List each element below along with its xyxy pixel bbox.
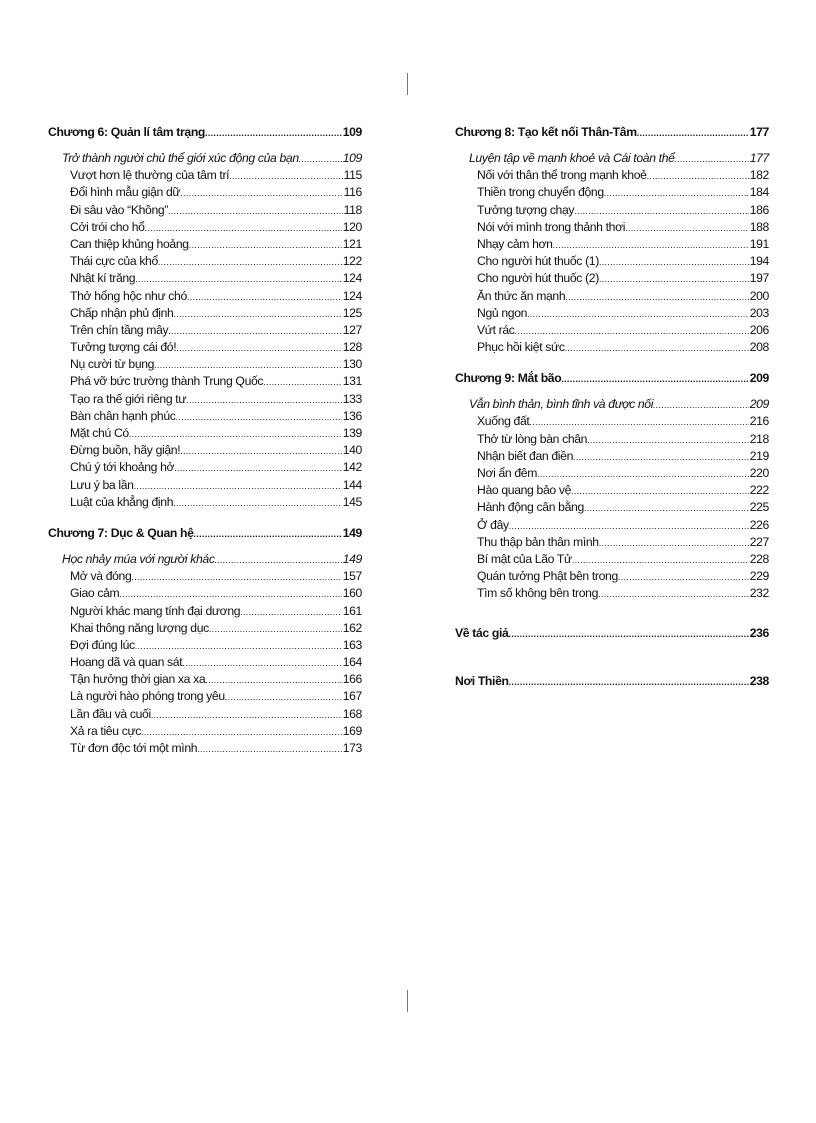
section-spacer (455, 603, 769, 625)
toc-entry-phuc-hoi-kiet-suc[interactable] (455, 339, 769, 356)
toc-entry-doi-dung-luc[interactable] (48, 637, 362, 654)
toc-page-number: 236 (749, 625, 769, 640)
dot-leader (515, 323, 749, 340)
dot-leader (299, 151, 342, 168)
toc-page-number: 188 (749, 219, 769, 234)
toc-page-number: 206 (749, 322, 769, 337)
toc-title: Nhạy cảm hơn (477, 236, 553, 251)
dot-leader (599, 254, 749, 271)
toc-page-number: 166 (342, 672, 362, 687)
dot-leader (158, 254, 342, 271)
dot-leader (180, 185, 342, 202)
toc-title: Can thiệp khủng hoảng (70, 236, 189, 251)
toc-entry-noi-voi-than-the-trong-manh-khoe[interactable] (455, 167, 769, 184)
toc-page-number: 164 (342, 655, 362, 670)
toc-entry-tuong-tuong-chay[interactable] (455, 202, 769, 219)
toc-title: Tận hưởng thời gian xa xa (70, 672, 206, 687)
toc-page-number: 109 (342, 125, 362, 139)
toc-title: Trở thành người chủ thể giới xúc động của bạn (62, 151, 299, 165)
toc-title: Đừng buồn, hãy giận! (70, 443, 181, 458)
dot-leader (537, 466, 749, 483)
toc-entry-nguoi-khac-mang-tinh-dai-duong[interactable] (48, 603, 362, 620)
toc-chapter-chuong-8-tao-ket-noi-than-tam[interactable] (455, 124, 769, 141)
toc-page-number: 194 (749, 254, 769, 269)
toc-column-right (455, 124, 769, 699)
toc-title: Thái cực của khổ (70, 254, 158, 269)
toc-title: Ăn thức ăn mạnh (477, 288, 566, 303)
toc-title: Đợi đúng lúc (70, 637, 135, 652)
dot-leader (173, 495, 342, 512)
toc-title: Vứt rác (477, 322, 515, 337)
toc-entry-luu-y-ba-lan[interactable] (48, 477, 362, 494)
toc-title: Tưởng tượng cái đó! (70, 340, 177, 355)
toc-entry-nhay-cam-hon[interactable] (455, 236, 769, 253)
toc-entry-dung-buon-hay-gian[interactable] (48, 442, 362, 459)
toc-page-number: 163 (342, 637, 362, 652)
dot-leader (573, 449, 749, 466)
toc-title: Xả ra tiêu cực (70, 723, 141, 738)
toc-entry-ban-chan-hanh-phuc[interactable] (48, 408, 362, 425)
toc-title: Bàn chân hạnh phúc (70, 408, 176, 423)
toc-title: Xuống đất (477, 414, 530, 429)
toc-page-number: 130 (342, 357, 362, 372)
toc-title: Mặt chú Có (70, 426, 129, 440)
dot-leader (572, 552, 749, 569)
toc-page-number: 124 (342, 288, 362, 303)
dot-leader (653, 397, 749, 414)
toc-column-left (48, 124, 362, 757)
toc-page-number: 144 (342, 477, 362, 492)
dot-leader (187, 289, 342, 306)
dot-leader (599, 271, 749, 288)
toc-page-number: 109 (342, 151, 362, 165)
toc-entry-noi-voi-minh-trong-thanh-thoi[interactable] (455, 219, 769, 236)
toc-page-number: 131 (342, 374, 362, 389)
toc-entry-cho-nguoi-hut-thuoc-1[interactable] (455, 253, 769, 270)
toc-entry-an-thuc-an-manh[interactable] (455, 288, 769, 305)
dot-leader (571, 483, 749, 500)
toc-title: Là người hào phóng trong yêu (70, 689, 225, 704)
toc-entry-pha-vo-buc-truong-thanh-trung-quoc[interactable] (48, 373, 362, 390)
dot-leader (565, 289, 748, 306)
toc-title: Nơi ẩn đêm (477, 466, 538, 480)
dot-leader (225, 689, 342, 706)
toc-page-number: 226 (749, 517, 769, 532)
toc-entry-o-day[interactable] (455, 517, 769, 534)
toc-title: Về tác giả (455, 625, 509, 640)
toc-page-number: 186 (749, 202, 769, 217)
toc-entry-lan-dau-va-cuoi[interactable] (48, 706, 362, 723)
toc-page-number: 140 (342, 443, 362, 458)
dot-leader (240, 604, 342, 621)
toc-page-number: 225 (749, 500, 769, 515)
toc-title: Thiền trong chuyển động (477, 185, 604, 200)
toc-page-number: 177 (749, 151, 769, 165)
toc-title: Học nhảy múa với người khác (62, 551, 215, 566)
toc-entry-tho-hong-hoc-nhu-cho[interactable] (48, 288, 362, 305)
dot-leader (229, 168, 342, 185)
toc-page-number: 161 (342, 603, 362, 618)
dot-leader (135, 638, 342, 655)
toc-page-number: 228 (749, 551, 769, 566)
toc-title: Chú ý tới khoảng hở (70, 460, 175, 475)
toc-title: Tạo ra thế giới riêng tư (70, 391, 187, 406)
section-spacer (455, 356, 769, 370)
toc-title: Nối với thân thể trong mạnh khoẻ (477, 168, 647, 183)
dot-leader (189, 237, 342, 254)
toc-entry-hoang-da-va-quan-sat[interactable] (48, 654, 362, 671)
toc-title: Phục hồi kiệt sức (477, 340, 565, 355)
toc-entry-tan-huong-thoi-gian-xa-xa[interactable] (48, 671, 362, 688)
toc-title: Hào quang bảo vệ (477, 483, 572, 498)
toc-page-number: 168 (342, 706, 362, 721)
toc-page-number: 238 (749, 673, 769, 688)
dot-leader (182, 655, 341, 672)
toc-page-number: 219 (749, 448, 769, 463)
toc-sub-luyen-tap-ve-manh-khoe-va-cai-toan-the[interactable] (455, 150, 769, 167)
toc-page-number: 122 (342, 254, 362, 269)
toc-title: Giao cảm (70, 586, 120, 601)
toc-chapter-noi-thien[interactable] (455, 673, 769, 690)
toc-title: Chương 6: Quản lí tâm trạng (48, 125, 206, 139)
toc-title: Cho người hút thuốc (2) (477, 271, 599, 286)
dot-leader (168, 203, 343, 220)
toc-chapter-chuong-7-duc-quan-he[interactable] (48, 525, 362, 542)
toc-chapter-chuong-6-quan-li-tam-trang[interactable] (48, 124, 362, 141)
page-crop-mark-bottom (407, 990, 408, 1012)
toc-page-number: 145 (342, 494, 362, 509)
toc-entry-cho-nguoi-hut-thuoc-2[interactable] (455, 270, 769, 287)
toc-entry-thu-thap-ban-than-minh[interactable] (455, 534, 769, 551)
toc-page-number: 142 (342, 460, 362, 475)
dot-leader (205, 125, 342, 142)
dot-leader (604, 185, 749, 202)
toc-title: Trên chín tầng mây (70, 322, 169, 337)
dot-leader (135, 271, 341, 288)
dot-leader (180, 443, 341, 460)
dot-leader (176, 409, 342, 426)
toc-entry-la-nguoi-hao-phong-trong-yeu[interactable] (48, 688, 362, 705)
dot-leader (129, 426, 342, 443)
toc-title: Thở từ lòng bàn chân (477, 431, 588, 446)
toc-page-number: 116 (343, 185, 362, 200)
toc-entry-nhan-biet-dan-dien[interactable] (455, 448, 769, 465)
toc-sub-hoc-nhay-mua-voi-nguoi-khac[interactable] (48, 551, 362, 568)
toc-title: Vượt hơn lệ thường của tâm trí (70, 168, 230, 183)
toc-title: Lần đầu và cuối (70, 706, 151, 721)
toc-page-number: 115 (343, 168, 362, 183)
toc-page-number: 177 (749, 125, 769, 139)
toc-page-number: 220 (749, 466, 769, 480)
toc-page-number: 149 (342, 551, 362, 566)
dot-leader (197, 741, 342, 758)
toc-page-number: 208 (749, 340, 769, 355)
toc-entry-tren-chin-tang-may[interactable] (48, 322, 362, 339)
toc-entry-coi-troi-cho-ho[interactable] (48, 219, 362, 236)
dot-leader (529, 414, 748, 431)
page-crop-mark-top (407, 73, 408, 95)
dot-leader (508, 626, 748, 643)
toc-title: Hành động cân bằng (477, 500, 584, 515)
toc-page-number: 197 (749, 271, 769, 286)
toc-entry-di-sau-vao-khong[interactable] (48, 202, 362, 219)
toc-title: Từ đơn độc tới một mình (70, 741, 198, 755)
toc-title: Chương 9: Mắt bão (455, 371, 562, 386)
toc-page-number: 203 (749, 305, 769, 320)
dot-leader (205, 672, 341, 689)
dot-leader (527, 306, 749, 323)
toc-page-number: 160 (342, 586, 362, 601)
toc-entry-tim-so-khong-ben-trong[interactable] (455, 585, 769, 602)
toc-page-number: 139 (342, 426, 362, 440)
toc-entry-vuot-hon-le-thuong-cua-tam-tri[interactable] (48, 167, 362, 184)
toc-title: Luật của khẳng định (70, 494, 174, 509)
dot-leader (647, 168, 749, 185)
dot-leader (509, 674, 749, 691)
dot-leader (119, 586, 341, 603)
toc-page-number: 167 (342, 689, 362, 704)
dot-leader (141, 724, 342, 741)
toc-page-number: 209 (749, 371, 769, 386)
toc-page-number: 200 (749, 288, 769, 303)
toc-entry-tu-don-doc-toi-mot-minh[interactable] (48, 740, 362, 757)
toc-entry-mo-va-dong[interactable] (48, 568, 362, 585)
toc-entry-xuong-dat[interactable] (455, 413, 769, 430)
toc-sub-van-binh-than-binh-tinh-va-duoc-noi[interactable] (455, 396, 769, 413)
toc-title: Ở đây (477, 517, 509, 532)
dot-leader (176, 340, 341, 357)
toc-entry-xa-ra-tieu-cuc[interactable] (48, 723, 362, 740)
toc-entry-doi-hinh-mau-gian-du[interactable] (48, 184, 362, 201)
toc-title: Hoang dã và quan sát (70, 655, 183, 670)
toc-title: Phá vỡ bức trường thành Trung Quốc (70, 374, 264, 389)
dot-leader (145, 220, 342, 237)
toc-title: Người khác mang tính đại dương (70, 603, 241, 618)
toc-entry-thien-trong-chuyen-dong[interactable] (455, 184, 769, 201)
toc-page-number: 118 (343, 202, 362, 217)
dot-leader (618, 569, 749, 586)
toc-title: Thở hổng hộc như chó (70, 288, 187, 303)
toc-entry-nu-cuoi-tu-bung[interactable] (48, 356, 362, 373)
toc-title: Nụ cười từ bụng (70, 357, 155, 372)
toc-entry-thai-cuc-cua-kho[interactable] (48, 253, 362, 270)
dot-leader (675, 151, 749, 168)
toc-chapter-chuong-9-mat-bao[interactable] (455, 370, 769, 387)
toc-page-number: 121 (342, 236, 362, 251)
toc-entry-hanh-dong-can-bang[interactable] (455, 499, 769, 516)
toc-page-number: 182 (749, 168, 769, 183)
dot-leader (574, 203, 749, 220)
toc-page-number: 124 (342, 271, 362, 286)
dot-leader (174, 460, 342, 477)
toc-page-number: 169 (342, 723, 362, 738)
toc-page-number: 184 (749, 185, 769, 200)
dot-leader (134, 478, 342, 495)
toc-page-number: 125 (342, 305, 362, 320)
toc-title: Nhận biết đan điền (477, 448, 574, 463)
dot-leader (154, 357, 342, 374)
toc-entry-can-thiep-khung-hoang[interactable] (48, 236, 362, 253)
dot-leader (587, 432, 749, 449)
toc-title: Cởi trói cho hổ (70, 219, 145, 234)
toc-sub-tro-thanh-nguoi-chu-the-gioi-xuc-dong-cua-ban[interactable] (48, 150, 362, 167)
toc-chapter-ve-tac-gia[interactable] (455, 625, 769, 642)
toc-title: Nói với mình trong thảnh thơi (477, 219, 626, 234)
toc-title: Lưu ý ba lần (70, 477, 134, 492)
toc-entry-giao-cam[interactable] (48, 585, 362, 602)
toc-entry-vut-rac[interactable] (455, 322, 769, 339)
toc-page-number: 232 (749, 586, 769, 601)
dot-leader (553, 237, 749, 254)
toc-page-number: 133 (342, 391, 362, 406)
dot-leader (209, 621, 342, 638)
dot-leader (173, 306, 341, 323)
dot-leader (186, 392, 342, 409)
dot-leader (151, 707, 342, 724)
toc-entry-tuong-tuong-cai-do[interactable] (48, 339, 362, 356)
toc-page-number: 128 (342, 340, 362, 355)
toc-entry-tao-ra-the-gioi-rieng-tu[interactable] (48, 391, 362, 408)
toc-page-number: 157 (342, 569, 362, 584)
toc-entry-bi-mat-cua-lao-tu[interactable] (455, 551, 769, 568)
toc-title: Ngủ ngon (477, 305, 528, 320)
toc-title: Vẫn bình thản, bình tĩnh và được nối (469, 397, 654, 412)
toc-title: Chấp nhận phủ định (70, 305, 174, 320)
toc-title: Nhật kí trăng (70, 271, 136, 286)
toc-entry-mat-chu-co[interactable] (48, 425, 362, 442)
dot-leader (168, 323, 341, 340)
dot-leader (599, 535, 749, 552)
toc-title: Thu thập bản thân mình (477, 534, 599, 549)
toc-entry-chap-nhan-phu-dinh[interactable] (48, 305, 362, 322)
dot-leader (584, 500, 749, 517)
toc-title: Nơi Thiền (455, 673, 509, 688)
toc-title: Khai thông năng lượng dục (70, 620, 209, 635)
dot-leader (263, 374, 342, 391)
toc-entry-luat-cua-khang-dinh[interactable] (48, 494, 362, 511)
toc-page-number: 120 (342, 219, 362, 234)
toc-title: Luyện tập về mạnh khoẻ và Cái toàn thể (469, 151, 675, 165)
toc-page-number: 136 (342, 408, 362, 423)
toc-entry-ngu-ngon[interactable] (455, 305, 769, 322)
dot-leader (625, 220, 749, 237)
toc-title: Cho người hút thuốc (1) (477, 254, 599, 269)
toc-page-number: 127 (342, 322, 362, 337)
toc-page-number: 216 (749, 414, 769, 429)
toc-title: Quán tưởng Phật bên trong (477, 569, 618, 584)
toc-page-number: 173 (342, 741, 362, 755)
dot-leader (598, 586, 749, 603)
toc-title: Tìm số không bên trong (477, 586, 599, 601)
dot-leader (131, 569, 341, 586)
toc-entry-hao-quang-bao-ve[interactable] (455, 482, 769, 499)
toc-title: Bí mật của Lão Tử (477, 551, 572, 566)
toc-entry-noi-an-dem[interactable] (455, 465, 769, 482)
dot-leader (194, 526, 342, 543)
toc-page-number: 229 (749, 569, 769, 584)
toc-entry-quan-tuong-phat-ben-trong[interactable] (455, 568, 769, 585)
dot-leader (565, 340, 749, 357)
toc-title: Đi sâu vào “Không” (70, 202, 169, 217)
section-spacer (48, 511, 362, 525)
toc-page-number: 218 (749, 431, 769, 446)
toc-page-number: 222 (749, 483, 769, 498)
toc-title: Đổi hình mẫu giận dữ (70, 185, 181, 200)
toc-title: Chương 8: Tạo kết nối Thân-Tâm (455, 125, 637, 139)
toc-entry-khai-thong-nang-luong-duc[interactable] (48, 620, 362, 637)
toc-title: Chương 7: Dục & Quan hệ (48, 525, 194, 540)
toc-page-number: 209 (749, 397, 769, 412)
toc-entry-tho-tu-long-ban-chan[interactable] (455, 431, 769, 448)
toc-page-number: 227 (749, 534, 769, 549)
toc-entry-nhat-ki-trang[interactable] (48, 270, 362, 287)
section-spacer (455, 651, 769, 673)
toc-title: Mở và đóng (70, 569, 132, 584)
dot-leader (215, 552, 342, 569)
toc-title: Tưởng tượng chạy (477, 202, 575, 217)
dot-leader (561, 371, 748, 388)
dot-leader (509, 518, 749, 535)
toc-entry-chu-y-toi-khoang-ho[interactable] (48, 459, 362, 476)
toc-page-number: 162 (342, 620, 362, 635)
toc-page-number: 149 (342, 525, 362, 540)
toc-page-number: 191 (749, 236, 769, 251)
dot-leader (637, 125, 749, 142)
